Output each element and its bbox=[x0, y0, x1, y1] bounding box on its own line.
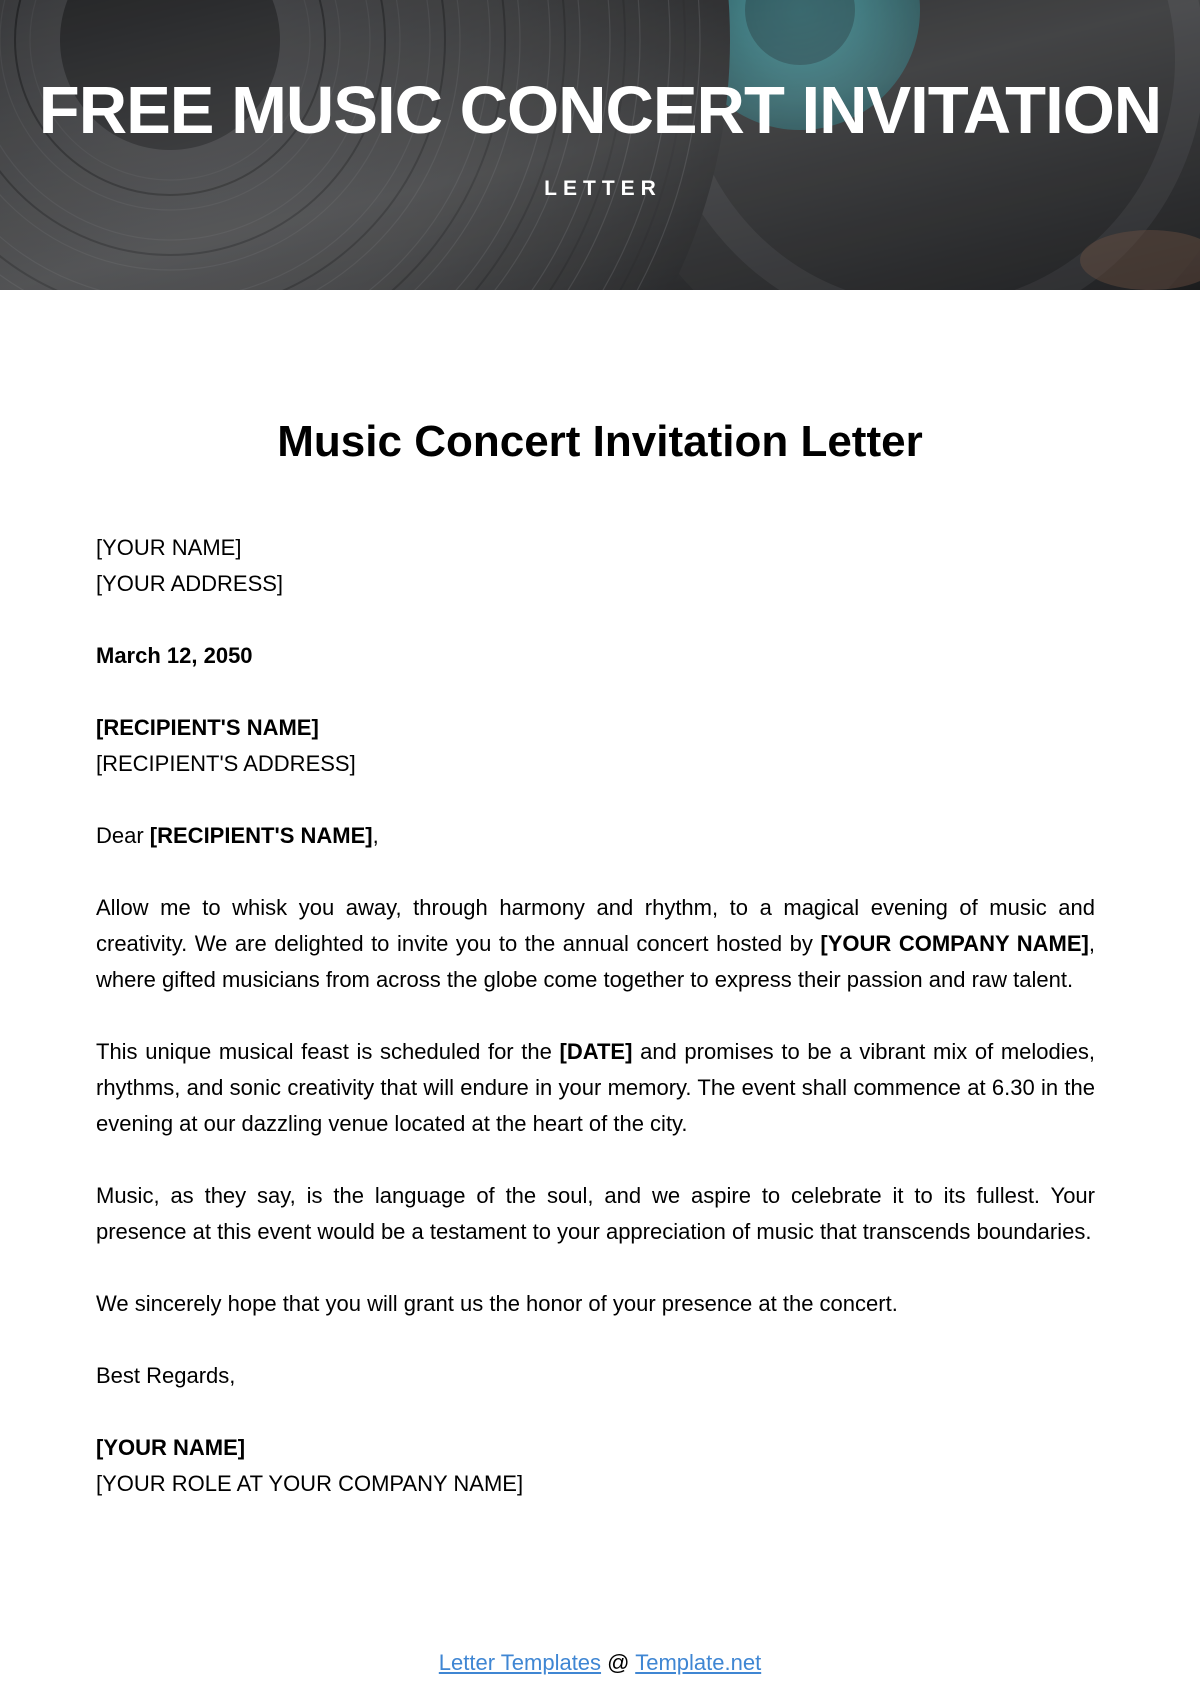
salutation-prefix: Dear bbox=[96, 823, 150, 848]
recipient-address: [RECIPIENT'S ADDRESS] bbox=[96, 751, 356, 776]
paragraph-2-before: This unique musical feast is scheduled for the bbox=[96, 1039, 560, 1064]
closing: Best Regards, bbox=[96, 1363, 236, 1388]
salutation-name: [RECIPIENT'S NAME] bbox=[149, 823, 373, 848]
signature-role: [YOUR ROLE AT YOUR COMPANY NAME] bbox=[96, 1471, 524, 1496]
recipient-name: [RECIPIENT'S NAME] bbox=[96, 715, 319, 740]
letter-date: March 12, 2050 bbox=[96, 643, 253, 668]
paragraph-2-after: and promises to be a vibrant mix of melodies, rhythms, and sonic creativity that will endure in your memory. The event shall commence at 6.30 in the evening at our dazzling venue located at the heart of the city. bbox=[96, 1039, 1096, 1136]
sender-address: [YOUR ADDRESS] bbox=[96, 571, 284, 596]
paragraph-2-date: [DATE] bbox=[559, 1039, 633, 1064]
letter-body bbox=[96, 530, 1095, 1538]
letter-templates-link[interactable]: Letter Templates bbox=[438, 1650, 602, 1675]
paragraph-4: We sincerely hope that you will grant us the honor of your presence at the concert. bbox=[96, 1291, 898, 1316]
salutation bbox=[96, 818, 1095, 854]
paragraph-2 bbox=[96, 1034, 1095, 1142]
paragraph-3: Music, as they say, is the language of the soul, and we aspire to celebrate it to its fullest. Your presence at this event would be a testament to your appreciation of music that transcends boundaries. bbox=[96, 1183, 1095, 1244]
paragraph-1 bbox=[96, 890, 1095, 998]
paragraph-1-company: [YOUR COMPANY NAME] bbox=[820, 931, 1089, 956]
document-title: Music Concert Invitation Letter bbox=[277, 417, 923, 466]
paragraph-1-after: , where gifted musicians from across the globe come together to express their passion and raw talent. bbox=[96, 931, 1095, 992]
template-net-link[interactable]: Template.net bbox=[635, 1650, 762, 1675]
paragraph-1-before: Allow me to whisk you away, through harmony and rhythm, to a magical evening of music and creativity. We are delighted to invite you to the annual concert hosted by bbox=[96, 895, 1095, 956]
header-banner bbox=[0, 0, 1200, 290]
banner-title: FREE MUSIC CONCERT INVITATION bbox=[38, 73, 1162, 148]
recipient-block bbox=[96, 710, 1095, 782]
signature-block bbox=[96, 1430, 1095, 1502]
signature-name: [YOUR NAME] bbox=[96, 1435, 246, 1460]
salutation-suffix: , bbox=[372, 823, 379, 848]
footer-separator: @ bbox=[601, 1650, 636, 1675]
banner-subtitle: LETTER bbox=[544, 177, 662, 200]
sender-block bbox=[96, 530, 1095, 602]
date-block bbox=[96, 638, 1095, 674]
sender-name: [YOUR NAME] bbox=[96, 535, 242, 560]
footer bbox=[0, 1645, 1200, 1681]
